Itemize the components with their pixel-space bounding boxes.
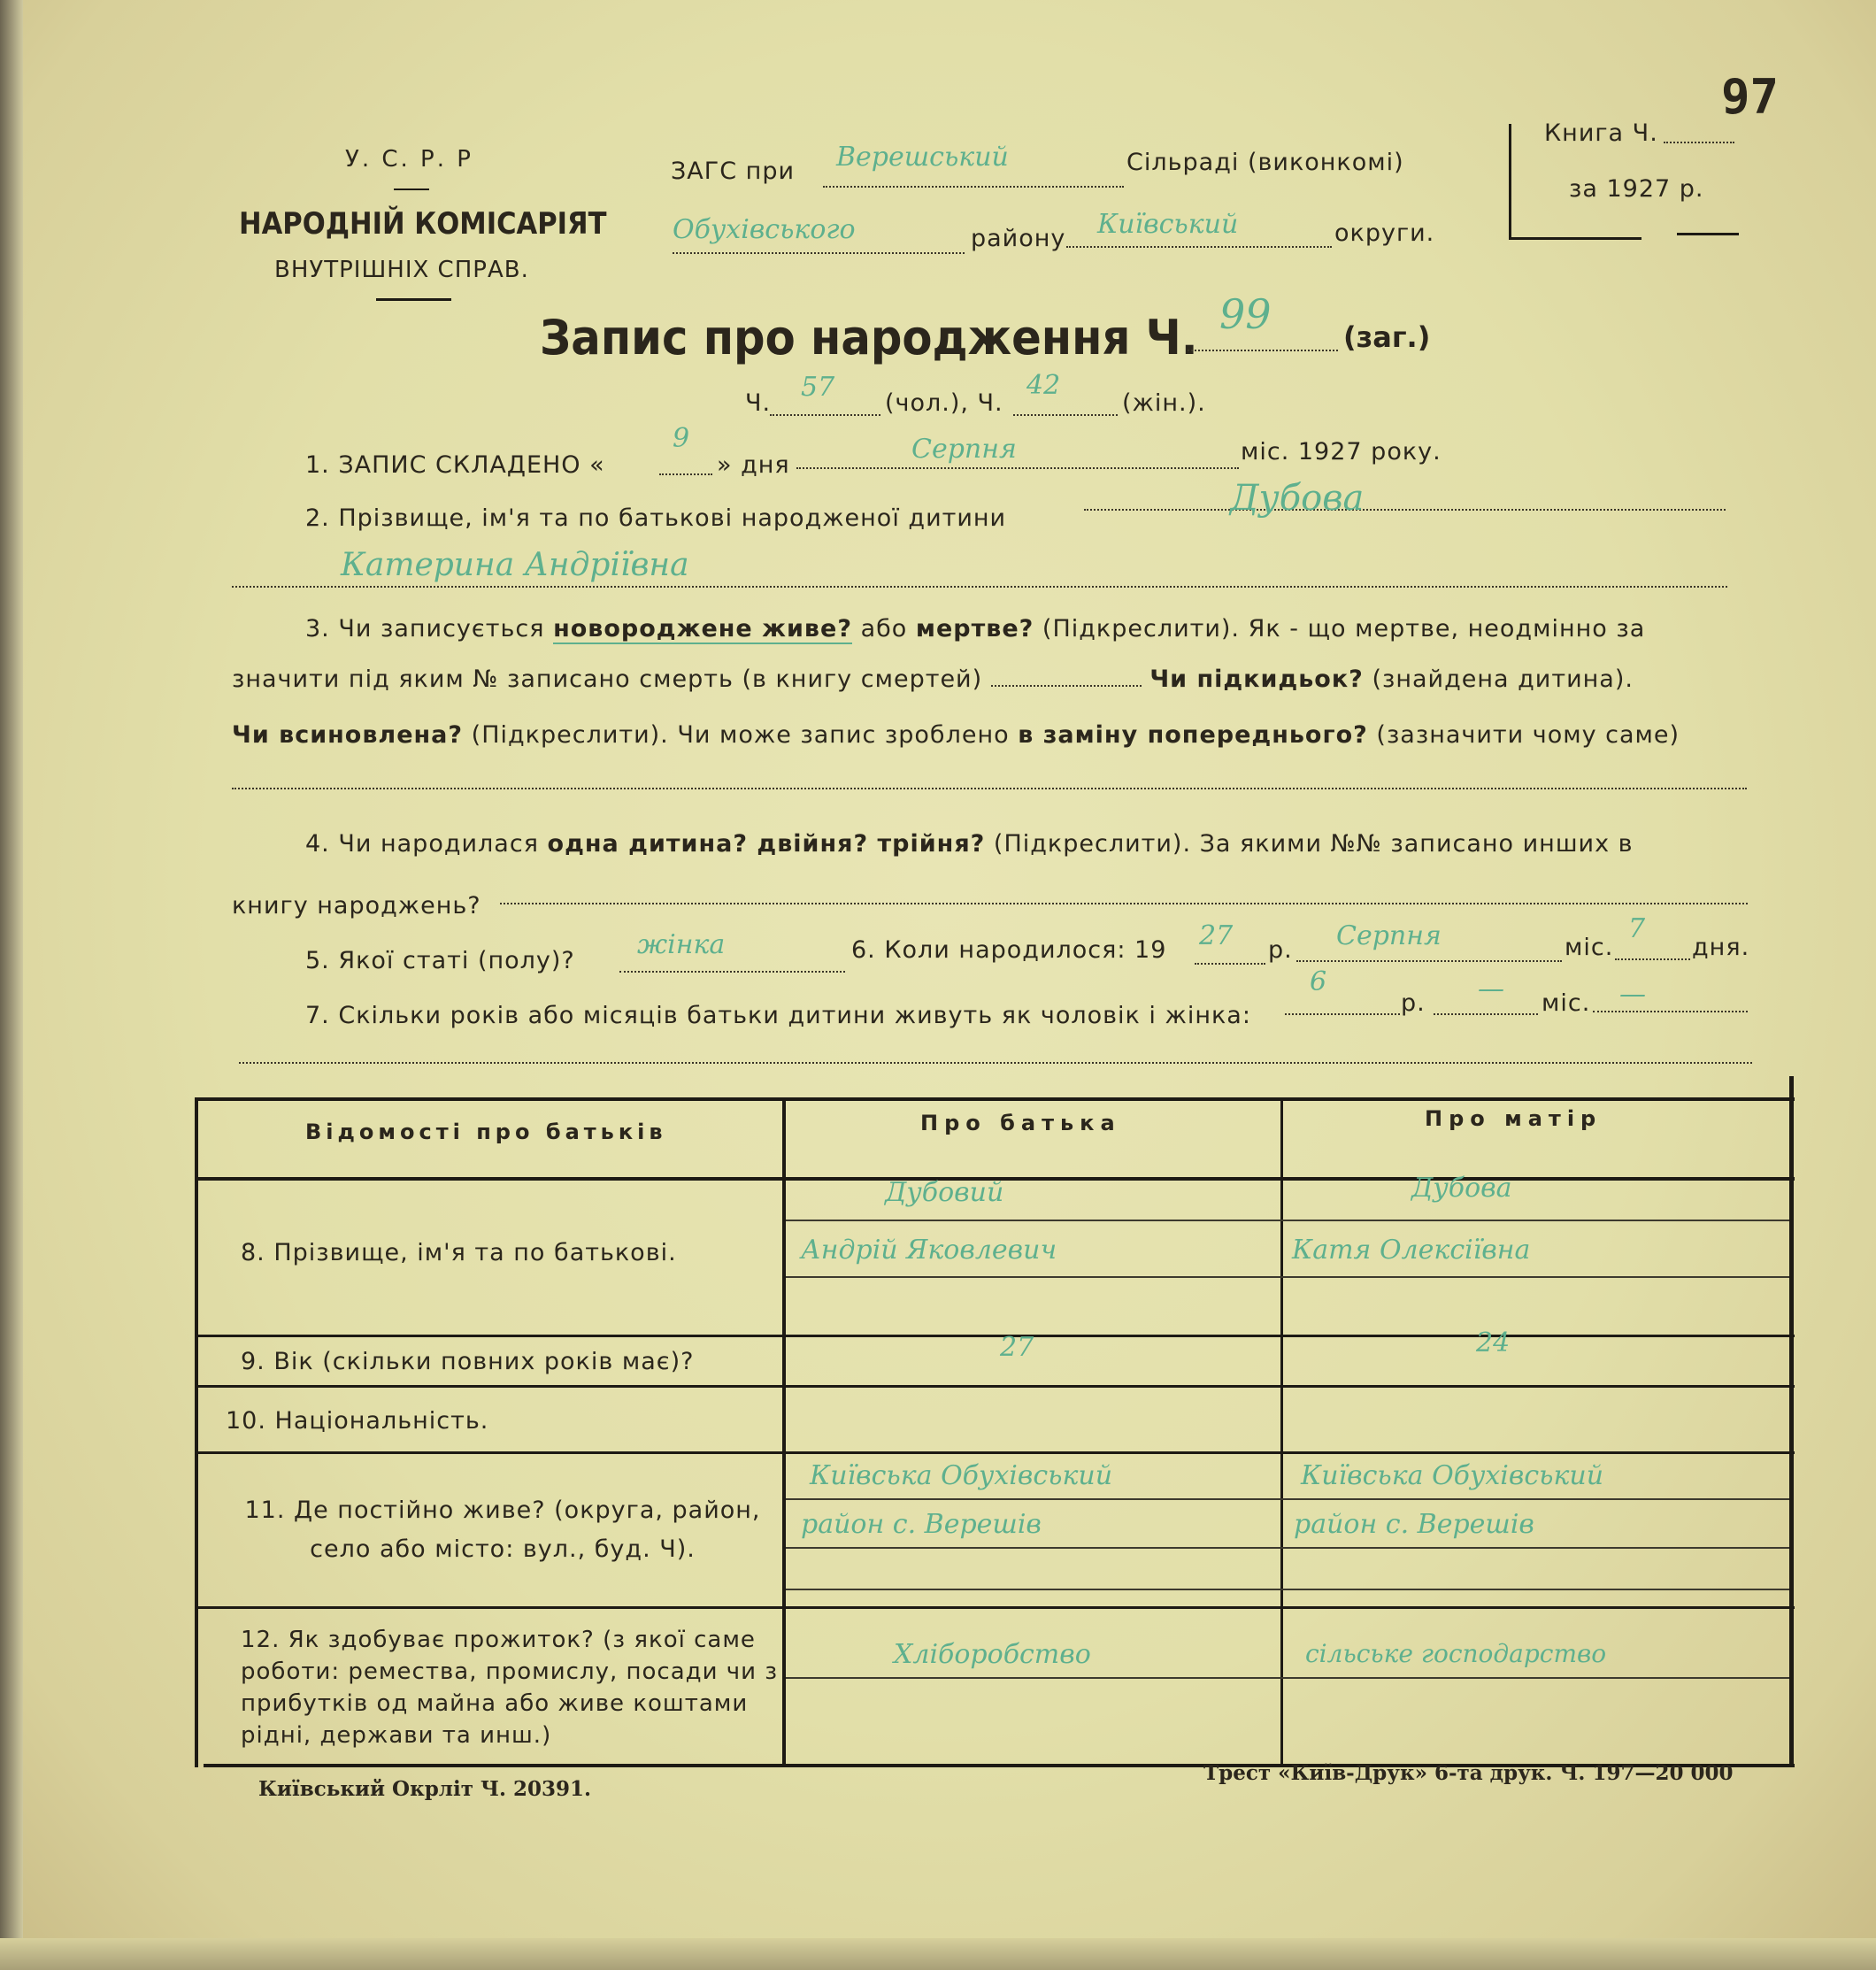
page-edge-left	[0, 0, 23, 1970]
title-number-handwritten: 99	[1219, 290, 1272, 338]
line2-field-line-2	[232, 586, 1727, 588]
table-left-border	[195, 1097, 198, 1767]
line3-or: або	[860, 615, 908, 643]
male-count-handwritten: 57	[801, 372, 835, 403]
row-sep-9-10	[195, 1385, 1795, 1388]
book-box-bottom	[1509, 237, 1642, 240]
row-sep-10-11	[195, 1451, 1795, 1454]
line3-adopted: Чи всиновлена?	[232, 721, 464, 749]
page-edge-bottom	[0, 1938, 1876, 1970]
line1-tail: міс. 1927 року.	[1241, 438, 1442, 466]
row11-inner-line-3	[786, 1589, 1789, 1590]
line7-tail-handwritten: —	[1619, 979, 1646, 1010]
birth-month-line	[1296, 960, 1562, 962]
row11-inner-line-1	[786, 1498, 1789, 1500]
child-name-handwritten: Катерина Андріївна	[341, 547, 689, 583]
department-title: ВНУТРІШНІХ СПРАВ.	[274, 257, 529, 283]
raion-handwritten: Обухівського	[673, 214, 856, 245]
line1-month-line	[796, 467, 1239, 469]
mother-occupation-handwritten: сільське господарство	[1305, 1639, 1607, 1668]
page-title: Запис про народження Ч.	[540, 310, 1198, 366]
years-field-line	[1285, 1013, 1400, 1015]
okruha-label: округи.	[1334, 219, 1435, 247]
years-handwritten: 6	[1310, 966, 1327, 997]
months-handwritten: —	[1478, 973, 1504, 1004]
line3-dead: мертве?	[915, 615, 1034, 643]
raion-field-line	[673, 252, 965, 254]
line5-a: 5. Якої статі (полу)?	[305, 947, 575, 974]
male-count-line	[770, 414, 880, 416]
father-age-handwritten: 27	[1000, 1332, 1034, 1363]
line1-label: 1. ЗАПИС СКЛАДЕНО «	[305, 451, 605, 479]
table-col2-divider	[1280, 1097, 1283, 1767]
line4-c: книгу народжень?	[232, 892, 481, 920]
line4-a: 4. Чи народилася	[305, 830, 539, 858]
row8-label: 8. Прізвище, ім'я та по батькові.	[241, 1239, 677, 1266]
female-count-line	[1013, 414, 1118, 416]
header-divider	[394, 189, 429, 190]
birth-year-line	[1195, 963, 1265, 965]
mother-name-handwritten: Катя Олексіївна	[1292, 1235, 1531, 1266]
row9-label: 9. Вік (скільки повних років має)?	[241, 1348, 695, 1375]
line1-day-handwritten: 9	[673, 423, 690, 454]
sex-field-line	[619, 971, 845, 973]
raion-label: району	[971, 225, 1066, 252]
village-handwritten: Верешський	[836, 142, 1009, 173]
child-surname-handwritten: Дубова	[1230, 478, 1365, 519]
line2-field-line	[1084, 509, 1726, 511]
birth-year-handwritten: 27	[1199, 920, 1234, 951]
line3-a: 3. Чи записується	[305, 615, 545, 643]
book-year: за 1927 р.	[1569, 175, 1704, 203]
okruha-handwritten: Київський	[1097, 209, 1239, 240]
father-surname-handwritten: Дубовий	[885, 1177, 1004, 1208]
okruha-field-line	[1066, 246, 1332, 248]
book-box-left	[1509, 124, 1511, 239]
row12-inner-line-1	[786, 1677, 1789, 1679]
line3-e: (знайдена дитина).	[1372, 666, 1634, 693]
row8-inner-line-1	[786, 1220, 1789, 1221]
birth-day-line	[1615, 958, 1690, 960]
father-name-handwritten: Андрій Яковлевич	[801, 1235, 1057, 1266]
title-number-line	[1188, 350, 1338, 351]
line3-row3	[232, 721, 1680, 749]
line4-field-line	[500, 903, 1748, 904]
subtitle-ch: Ч.	[745, 389, 772, 417]
zags-prefix: ЗАГС при	[671, 158, 796, 185]
line1-day-line	[659, 473, 712, 475]
council-label: Сільраді (виконкомі)	[1126, 149, 1404, 176]
line3-g: (зазначити чому саме)	[1376, 721, 1680, 749]
father-address-line2-handwritten: район с. Верешів	[801, 1509, 1042, 1540]
line5-c: р.	[1268, 936, 1293, 964]
table-header-father: Про батька	[920, 1111, 1121, 1135]
line4-row1	[305, 830, 1634, 858]
row12-label: 12. Як здобуває прожиток? (з якої саме роботи: ремества, промислу, посади чи з прибутків од майна або живе коштами рідні, держави та инш.)	[241, 1627, 779, 1749]
line7-a: 7. Скільки років або місяців батьки дитини живуть як чоловік і жінка:	[305, 1002, 1251, 1029]
line4-b: (Підкреслити). За якими №№ записано инших в	[993, 830, 1634, 858]
months-field-line	[1434, 1013, 1538, 1015]
footer-left: Київський Окрліт Ч. 20391.	[258, 1777, 592, 1801]
line3-replacement: в заміну попереднього?	[1018, 721, 1368, 749]
line1-mid: » дня	[717, 451, 790, 479]
row11-label: 11. Де постійно живе? (округа, район, село або місто: вул., буд. Ч).	[244, 1497, 761, 1563]
line3-d: значити під яким № записано смерть (в книгу смертей)	[232, 666, 983, 693]
header-divider-2	[376, 298, 451, 301]
line5-e: дня.	[1692, 934, 1750, 961]
mother-age-handwritten: 24	[1476, 1327, 1511, 1358]
father-address-line1-handwritten: Київська Обухівський	[810, 1460, 1113, 1491]
line3-alive: новороджене живе?	[553, 615, 852, 643]
title-suffix: (заг.)	[1343, 320, 1431, 354]
village-field-line	[823, 186, 1124, 188]
line3-f: (Підкреслити). Чи може запис зроблено	[471, 721, 1010, 749]
book-label: Книга Ч.	[1544, 119, 1658, 147]
line5-d: міс.	[1565, 934, 1614, 961]
mother-address-line1-handwritten: Київська Обухівський	[1301, 1460, 1604, 1491]
line4-options: одна дитина? двійня? трійня?	[547, 830, 986, 858]
row-sep-8-9	[195, 1335, 1795, 1337]
line3-row2	[232, 666, 1634, 693]
line3-field-line	[232, 788, 1747, 789]
line3-c: (Підкреслити). Як - що мертве, неодмінно за	[1042, 615, 1646, 643]
mother-address-line2-handwritten: район с. Верешів	[1294, 1509, 1534, 1540]
row8-inner-line-2	[786, 1276, 1789, 1278]
female-count-handwritten: 42	[1026, 370, 1061, 401]
commissariat-title: НАРОДНІЙ КОМІСАРІЯТ	[239, 206, 607, 242]
line2-label: 2. Прізвище, ім'я та по батькові народженої дитини	[305, 504, 1007, 532]
book-number-line	[1664, 142, 1734, 143]
line7-tail-line	[1593, 1011, 1748, 1012]
line5-b: 6. Коли народилося: 19	[851, 936, 1167, 964]
line7-c: міс.	[1542, 989, 1591, 1017]
table-header-mother: Про матір	[1425, 1106, 1603, 1131]
footer-right: Трест «Київ-Друк» 6-та друк. Ч. 197—20 000	[1203, 1761, 1734, 1785]
line3-row1	[305, 615, 1645, 643]
line1-month-handwritten: Серпня	[911, 434, 1017, 465]
row-sep-11-12	[195, 1606, 1795, 1609]
birth-month-handwritten: Серпня	[1336, 920, 1442, 951]
sex-handwritten: жінка	[637, 929, 726, 960]
mother-surname-handwritten: Дубова	[1411, 1173, 1512, 1204]
row10-label: 10. Національність.	[226, 1407, 489, 1435]
father-occupation-handwritten: Хліборобство	[894, 1639, 1091, 1670]
table-header-parents: Відомості про батьків	[305, 1120, 667, 1144]
table-col1-divider	[782, 1097, 786, 1767]
republic-label: У. С. Р. Р	[345, 146, 473, 173]
line7-b: р.	[1401, 989, 1426, 1017]
female-label: (жін.).	[1122, 389, 1206, 417]
birth-day-handwritten: 7	[1628, 913, 1646, 944]
line3-foundling: Чи підкидьок?	[1149, 666, 1364, 693]
male-label: (чол.), Ч.	[885, 389, 1003, 417]
book-box-bottom-2	[1677, 233, 1739, 235]
row11-inner-line-2	[786, 1547, 1789, 1549]
line7-field-line	[239, 1062, 1752, 1064]
page-number: 97	[1721, 69, 1780, 125]
table-top-border	[195, 1097, 1795, 1101]
